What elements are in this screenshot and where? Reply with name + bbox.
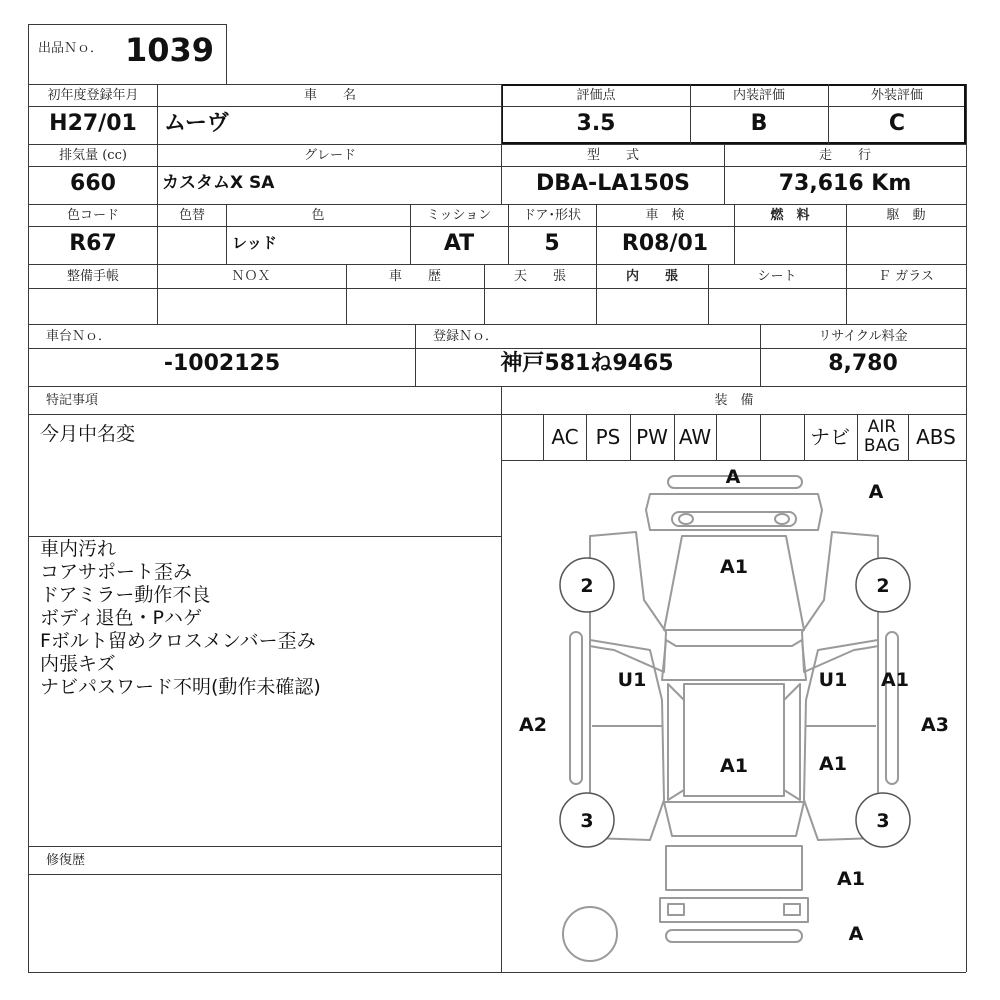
model-value: DBA-LA150S [536,171,690,196]
drive-label: 駆 動 [886,208,926,223]
mark-roof: A1 [720,755,748,777]
chassis-number-label: 車台Ｎｏ． [46,329,112,344]
remarks-label: 特記事項 [46,393,99,408]
mileage-value: 73,616 Km [778,171,912,196]
car-damage-diagram [502,461,966,972]
seat-label: シート [757,269,797,284]
interior-grade-label: 内装評価 [732,88,786,103]
recycle-fee-value: 8,780 [828,351,898,376]
inspection-value: R08/01 [621,231,709,256]
doors-label: ドア･形状 [522,208,582,223]
mark-rear-door-right: A1 [819,753,847,775]
exterior-grade-label: 外装評価 [870,88,924,103]
mark-trunk-right: A1 [837,868,865,890]
lot-number: 1039 [125,31,215,69]
rear-bumper-shape [660,898,808,922]
spare-tire-shape [563,907,617,961]
left-rocker-shape [570,632,582,784]
mark-fender-left: U1 [617,669,647,691]
front-glass-label: Ｆ ガラス [878,269,934,284]
mark-wheel-rear-right: 3 [876,810,890,832]
mark-wheel-front-right: 2 [876,575,890,597]
mark-wheel-front-left: 2 [580,575,594,597]
right-rocker-shape [886,632,898,784]
interior-trim-label: 内 張 [625,269,679,284]
displacement-value: 660 [70,171,116,196]
equipment-navi: ナビ [810,425,850,449]
equipment-label: 装 備 [714,393,754,408]
mark-rear-bumper-right: A [848,923,864,945]
mark-wheel-rear-left: 3 [580,810,594,832]
remark-item: 内張キズ [40,653,116,675]
reg-year-label: 初年度登録年月 [47,88,139,103]
mark-front-corner-right: A [868,481,884,503]
mark-front-door-right: A1 [881,669,909,691]
car-name-value: ムーヴ [164,111,229,136]
registration-number-value: 神戸581ね9465 [500,351,674,376]
registration-number-label: 登録Ｎｏ． [433,329,499,344]
nox-label: ＮＯＸ [231,269,271,284]
equipment-pw: PW [636,425,668,449]
displacement-label: 排気量 (cc) [59,148,127,163]
chassis-number-value: -1002125 [163,351,281,376]
mileage-label: 走 行 [818,148,872,163]
equipment-aw: AW [678,425,712,449]
recycle-fee-label: リサイクル料金 [818,329,908,344]
reg-year-value: H27/01 [49,111,137,136]
equipment-ps: PS [595,425,621,449]
lot-number-label: 出品Ｎｏ． [38,41,104,56]
remark-item: ドアミラー動作不良 [40,584,211,606]
doors-value: 5 [544,231,560,256]
remark-item: コアサポート歪み [40,561,193,583]
exterior-grade-value: C [888,111,906,136]
color-code-label: 色コード [66,208,120,223]
rear-glass-shape [664,802,804,836]
tailgate-shape [666,846,802,890]
mark-side-right: A3 [921,714,949,736]
windshield-shape [662,640,806,680]
mark-side-left: A2 [519,714,547,736]
grade-label: グレード [303,148,357,163]
vehicle-history-label: 車 歴 [388,269,442,284]
equipment-ac: AC [551,425,579,449]
remarks-note: 今月中名変 [40,423,136,445]
roof-lining-label: 天 張 [513,269,567,284]
mark-front-bumper: A [725,466,741,488]
maintenance-log-label: 整備手帳 [66,269,120,284]
model-label: 型 式 [586,148,640,163]
equipment-airbag: AIR BAG [863,417,901,456]
remarks-list [40,538,321,699]
interior-grade-value: B [750,111,768,136]
transmission-value: AT [443,231,475,256]
remark-item: ナビパスワード不明(動作未確認) [40,676,321,698]
equipment-abs: ABS [916,425,956,449]
repair-history-label: 修復歴 [46,853,86,868]
remark-item: Fボルト留めクロスメンバー歪み [40,630,316,652]
transmission-label: ミッション [426,208,492,223]
mark-fender-right: U1 [818,669,848,691]
grade-value: カスタムX SA [162,173,275,193]
hood-shape [664,536,804,630]
car-name-label: 車 名 [303,88,357,103]
score-value: 3.5 [576,111,616,136]
remark-item: ボディ退色・Pハゲ [40,607,202,629]
color-value: レッド [232,234,277,252]
roof-shape [684,684,784,796]
inspection-label: 車 検 [645,208,685,223]
mark-hood: A1 [720,556,748,578]
color-label: 色 [311,208,325,223]
color-code-value: R67 [69,231,117,256]
score-label: 評価点 [576,88,616,103]
repaint-label: 色替 [178,208,206,223]
remark-item: 車内汚れ [40,538,117,560]
fuel-label: 燃 料 [770,208,810,223]
